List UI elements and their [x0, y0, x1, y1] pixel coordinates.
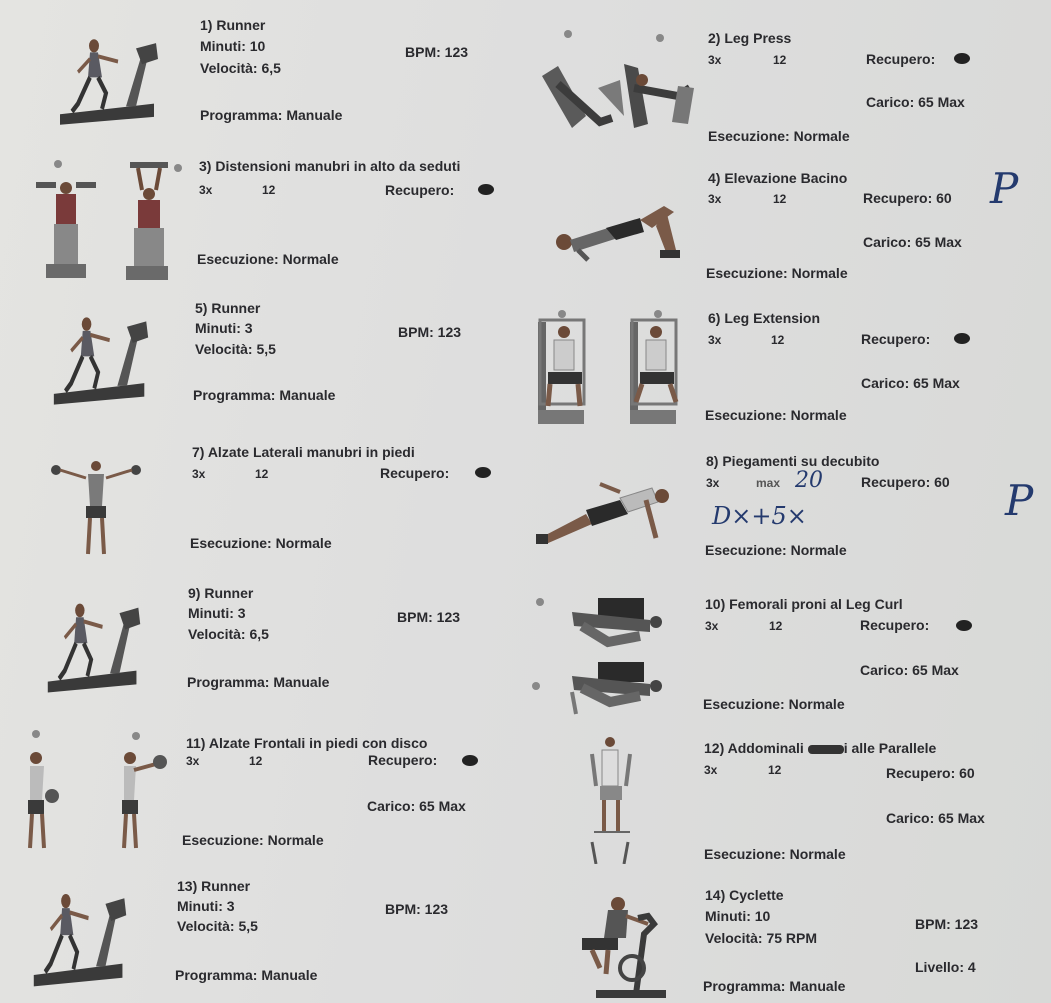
level-text: Livello: 4 [915, 959, 976, 975]
program-text: Programma: Manuale [187, 674, 330, 690]
exercise-title: 5) Runner [195, 300, 261, 316]
rest-text: Recupero: 60 [886, 765, 975, 781]
reps-text: 12 [768, 763, 782, 777]
execution-text: Esecuzione: Normale [190, 535, 332, 551]
handwritten-mark: P [990, 164, 1019, 213]
handwritten-mark: P [1005, 476, 1034, 525]
push-up-icon [536, 480, 676, 552]
title-part: 12) Addominali [704, 740, 808, 756]
load-text: Carico: 65 Max [860, 662, 959, 678]
parallel-bars-abs-icon [584, 736, 640, 864]
sets-text: 3x [199, 183, 213, 197]
sets-text: 3x [708, 192, 722, 206]
rest-text: Recupero: [385, 182, 455, 198]
reps-text: 12 [773, 53, 787, 67]
sets-text: 3x [186, 754, 200, 768]
exercise-title [704, 740, 936, 756]
execution-text: Esecuzione: Normale [705, 542, 847, 558]
load-text: Carico: 65 Max [886, 810, 985, 826]
hip-raise-icon [548, 198, 688, 268]
rest-text: Recupero: [866, 51, 936, 67]
exercise-title: 4) Elevazione Bacino [708, 170, 848, 186]
rest-text: Recupero: 60 [863, 190, 952, 206]
sets-text: 3x [708, 333, 722, 347]
reps-text: 12 [262, 183, 276, 197]
load-text: Carico: 65 Max [863, 234, 962, 250]
load-text: Carico: 65 Max [367, 798, 466, 814]
leg-extension-icon [532, 310, 692, 434]
reps-text: 12 [255, 467, 269, 481]
rest-text: Recupero: 60 [861, 474, 950, 490]
program-text: Programma: Manuale [175, 967, 318, 983]
handwritten-note: D×+5× [712, 502, 807, 530]
exercise-title: 14) Cyclette [705, 887, 784, 903]
duration-text: Minuti: 10 [200, 38, 266, 54]
bpm-text: BPM: 123 [915, 916, 979, 932]
sets-text: 3x [706, 476, 720, 490]
exercise-title: 2) Leg Press [708, 30, 792, 46]
exercise-title: 6) Leg Extension [708, 310, 821, 326]
load-text: Carico: 65 Max [866, 94, 965, 110]
sets-text: 3x [192, 467, 206, 481]
redaction-blot [462, 755, 478, 766]
exercise-title: 1) Runner [200, 17, 266, 33]
sets-text: 3x [704, 763, 718, 777]
speed-text: Velocità: 6,5 [200, 60, 281, 76]
reps-text: 12 [769, 619, 783, 633]
seated-press-icon [30, 160, 190, 284]
treadmill-icon [50, 308, 152, 410]
load-text: Carico: 65 Max [861, 375, 960, 391]
handwritten-reps: 20 [795, 468, 823, 493]
speed-text: Velocità: 6,5 [188, 626, 269, 642]
program-text: Programma: Manuale [193, 387, 336, 403]
bpm-text: BPM: 123 [398, 324, 462, 340]
reps-text: 12 [249, 754, 263, 768]
speed-text: Velocità: 75 RPM [705, 930, 818, 946]
execution-text: Esecuzione: Normale [705, 407, 847, 423]
redaction-blot [954, 53, 970, 64]
speed-text: Velocità: 5,5 [195, 341, 276, 357]
bpm-text: BPM: 123 [405, 44, 469, 60]
exercise-title: 13) Runner [177, 878, 251, 894]
exercise-title: 9) Runner [188, 585, 254, 601]
duration-text: Minuti: 10 [705, 908, 771, 924]
treadmill-icon [30, 884, 130, 992]
front-raise-icon [18, 730, 168, 858]
execution-text: Esecuzione: Normale [197, 251, 339, 267]
duration-text: Minuti: 3 [188, 605, 246, 621]
redaction-blot [956, 620, 972, 631]
reps-text: 12 [771, 333, 785, 347]
reps-text: max [756, 476, 781, 490]
execution-text: Esecuzione: Normale [706, 265, 848, 281]
exercise-bike-icon [578, 894, 678, 1000]
exercise-title: 3) Distensioni manubri in alto da seduti [199, 158, 461, 174]
rest-text: Recupero: [860, 617, 930, 633]
reps-text: 12 [773, 192, 787, 206]
lateral-raise-icon [50, 458, 142, 562]
redaction-blot [808, 745, 844, 754]
exercise-title: 7) Alzate Laterali manubri in piedi [192, 444, 415, 460]
exercise-title: 11) Alzate Frontali in piedi con disco [186, 735, 428, 751]
leg-curl-icon [532, 592, 672, 718]
rest-text: Recupero: [380, 465, 450, 481]
redaction-blot [478, 184, 494, 195]
program-text: Programma: Manuale [703, 978, 846, 994]
redaction-blot [954, 333, 970, 344]
duration-text: Minuti: 3 [177, 898, 235, 914]
execution-text: Esecuzione: Normale [704, 846, 846, 862]
treadmill-icon [44, 594, 144, 698]
leg-press-icon [538, 28, 698, 140]
execution-text: Esecuzione: Normale [182, 832, 324, 848]
bpm-text: BPM: 123 [385, 901, 449, 917]
redaction-blot [475, 467, 491, 478]
execution-text: Esecuzione: Normale [708, 128, 850, 144]
exercise-title: 10) Femorali proni al Leg Curl [705, 596, 903, 612]
sets-text: 3x [705, 619, 719, 633]
speed-text: Velocità: 5,5 [177, 918, 258, 934]
title-part: i alle Parallele [843, 740, 937, 756]
execution-text: Esecuzione: Normale [703, 696, 845, 712]
rest-text: Recupero: [368, 752, 438, 768]
sets-text: 3x [708, 53, 722, 67]
program-text: Programma: Manuale [200, 107, 343, 123]
exercise-title: 8) Piegamenti su decubito [706, 453, 880, 469]
duration-text: Minuti: 3 [195, 320, 253, 336]
rest-text: Recupero: [861, 331, 931, 347]
bpm-text: BPM: 123 [397, 609, 461, 625]
treadmill-icon [56, 30, 162, 130]
